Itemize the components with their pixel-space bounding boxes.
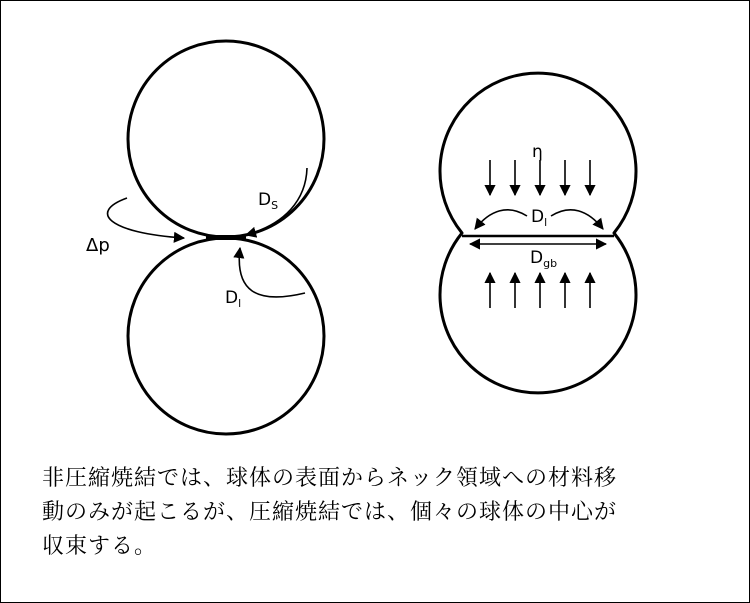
eta-label: η — [532, 142, 543, 162]
dl-label-right: $D_l$ — [531, 207, 548, 229]
figure-caption — [42, 462, 722, 564]
right-merged-spheres — [440, 73, 636, 393]
left-sphere-pair — [128, 41, 324, 434]
dl-arrow-right-right — [551, 210, 603, 229]
left-neck — [206, 235, 246, 240]
left-upper-sphere — [128, 41, 324, 237]
left-lower-sphere — [128, 238, 324, 434]
ds-label: $D_S$ — [258, 190, 279, 212]
dp-arrow — [108, 198, 184, 238]
dl-label-left: $D_l$ — [225, 288, 242, 310]
dp-label: Δp — [86, 235, 110, 256]
up-arrows — [490, 273, 590, 308]
caption-line-1: 非圧縮焼結では、球体の表面からネック領域への材料移 — [42, 466, 618, 491]
dl-arrow-right-left — [475, 210, 527, 229]
dgb-label: $D_{gb}$ — [530, 248, 558, 270]
dl-arrow-left — [239, 248, 305, 297]
caption-line-3: 収束する。 — [42, 534, 158, 559]
down-arrows — [490, 160, 590, 195]
caption-line-2: 動のみが起こるが、圧縮焼結では、個々の球体の中心が — [42, 500, 618, 525]
